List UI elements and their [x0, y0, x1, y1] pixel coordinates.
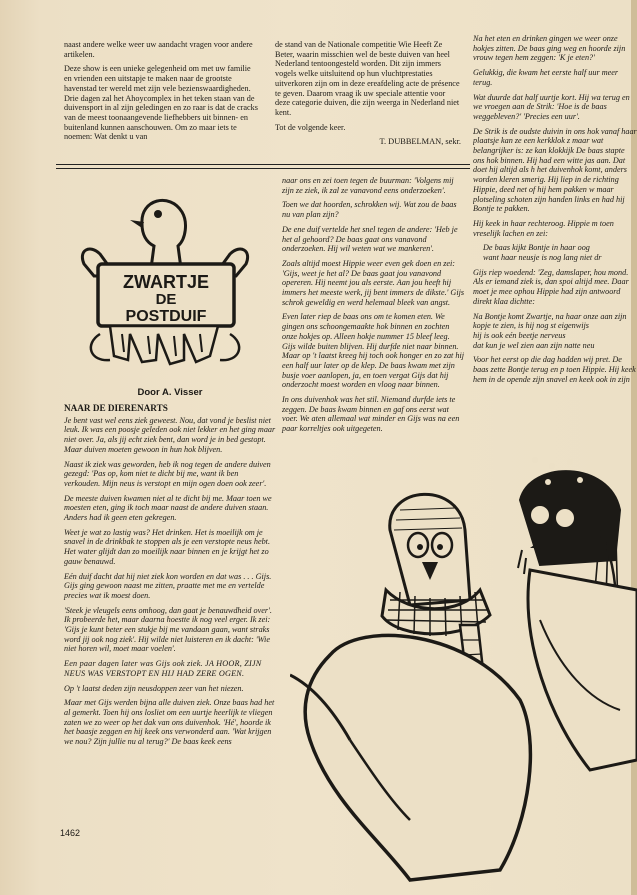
top-col2-para-2: Tot de volgende keer. [275, 122, 346, 132]
left-para-1: Je bent vast wel eens ziek geweest. Nou, dat vond je beslist niet leuk. Ik was een poosje geleden ook niet lekker en het ging maar niet over. Ja, als jij echt ziek bent, dan word je in bed gestopt. Maar duiven moeten gewoon in hun hok blijven. [64, 415, 276, 454]
signature-name: T. DUBBELMAN, [379, 137, 444, 147]
right-column [473, 34, 637, 390]
section-rule-bottom [56, 168, 470, 169]
top-column-2 [275, 40, 461, 147]
poem-2 [473, 312, 637, 351]
right-para-7: Voor het eerst op die dag hadden wij pret. De baas zette Bontje terug en p toen Hippie. Hij keek hem in de opende zijn snavel en keek ook in zijn [473, 355, 636, 384]
top-col2-para-1: de stand van de Nationale competitie Wie Heeft Ze Beter, waarin misschien wel de beste duiven van heel Nederland tentoongesteld worden. Dit zijn immers vogels welke uitsluitend op hun vluchtprestaties uitverkoren zijn om in deze ereafdeling acte de présence te geven. Daarom vraag ik uw speciale attentie voor deze categorie duiven, die zijn weerga in Nederland niet kent. [275, 40, 460, 117]
left-para-6: 'Steek je vleugels eens omhoog, dan gaat je benauwdheid over'. Ik probeerde het, maar daarna hoestte ik nog veel erger. Ik zei: 'Gijs je kunt beter een stukje bij me vandaan gaan, want straks word jij ook nog ziek'. Hij wilde niet luisteren en ik dacht: 'Wie niet horen wil, moet maar voelen'. [64, 605, 272, 654]
mid-para-4: Zoals altijd moest Hippie weer even gek doen en zei: 'Gijs, weet je het al? De baas gaat jou vanavond opereren. Hij neemt jou als eerste. Aan jou heeft hij immers het meeste werk, jij bent immers de dikste.' Gijs schrok geweldig en werd helemaal bleek van angst. [282, 258, 465, 307]
section-heading: NAAR DE DIERENARTS [64, 403, 168, 413]
mid-para-5: Even later riep de baas ons om te komen eten. We gingen ons schoongemaakte hok binnen en zochten onze hokjes op. Alleen hokje nummer 15 bleef leeg. Gijs wilde buiten blijven. Hij durfde niet naar binnen. Maar op 't laatst kreeg hij toch ook honger en zo zat hij een half uur later op de klep. De baas kwam met zijn busje voer aanlopen, ja, en toen vergat Gijs dat hij onderzocht moest worden en vloog naar binnen. [282, 312, 465, 390]
right-para-4: De Strik is de oudste duivin in ons hok vanaf haar plaatsje kan ze een kerkklok z maar wat belangrijker is: ze kan klokkijk De baas stapte ons hok binnen. Hij had een witte jas aan. Dat doet hij altijd als h het duivenhok komt, anders worden kleren smerig. Hij liep in de richting Hippie, deed net of hij hem pakken w maar plotseling schoten zijn handen links en had hij Bontje te pakken. [473, 126, 637, 214]
mid-para-6: In ons duivenhok was het stil. Niemand durfde iets te zeggen. De baas kwam binnen en gaf ons eerst wat voer. We aten allemaal wat minder en Gijs was na een paar korreltjes ook uitgegeten. [282, 395, 460, 434]
left-column [64, 404, 276, 752]
page-number: 1462 [60, 828, 81, 838]
poem-1 [483, 243, 637, 262]
top-column-1 [64, 40, 258, 147]
pigeon-cartoon-icon [290, 440, 637, 895]
logo-line-2: DE [155, 291, 177, 308]
left-para-3: De meeste duiven kwamen niet al te dicht bij me. Maar toen we moesten eten, ging ik toch maar naast de andere duiven staan. Anders had ik geen eten gekregen. [64, 493, 272, 523]
byline: Door A. Visser [137, 387, 203, 398]
left-para-9: Maar met Gijs werden bijna alle duiven ziek. Onze baas had het al gemerkt. Toen hij ons losliet om een uurtje heerlijk te vliegen zaten we zo weer op het dak van ons duivenhok. 'Hé', hoorde ik het baasje zeggen en hij keek ons verwonderd aan. 'Wat krijgen we nou? Zijn jullie nu al terug?' De baas keek eens [64, 698, 275, 747]
poem-2-line-2: hij is ook eén beetje nerveus [473, 330, 566, 340]
poem-2-line-1: Na Bontje komt Zwartje, na haar onze aan zijn kopje te zien, is hij nog st eigenwijs [473, 311, 627, 331]
middle-column [282, 176, 465, 439]
right-para-5: Hij keek in haar rechteroog. Hippie m toen vreselijk lachen en zei: [473, 218, 614, 238]
poem-1-line-2: want haar neusje is nog lang niet dr [483, 253, 602, 263]
signature-title: sekr. [445, 137, 461, 147]
mid-para-1: naar ons en zei toen tegen de buurman: 'Volgens mij zijn ze ziek, ik zal ze vanavond eens onderzoeken'. [282, 176, 454, 195]
left-para-5: Eén duif dacht dat hij niet ziek kon worden en dat was . . . Gijs. Gijs ging gewoon naast me zitten, praatte met me en vertelde precies wat ik moest doen. [64, 571, 272, 600]
poem-2-line-3: dat kun je wel zien aan zijn natte neu [473, 340, 595, 350]
right-para-1: Na het eten en drinken gingen we weer onze hokjes zitten. De baas ging weg en hoorde zijn vrouw tegen hem zeggen: 'K je eten?' [473, 34, 626, 63]
section-rule-top [56, 164, 470, 165]
logo-line-3: POSTDUIF [125, 308, 207, 325]
poem-1-line-1: De baas kijkt Bontje in haar oog [483, 243, 590, 253]
signature [275, 137, 461, 147]
left-para-2: Naast ik ziek was geworden, heb ik nog tegen de andere duiven gezegd: 'Pas op, kom niet te dicht bij me, want ik ben verkouden. Mijn neus is verstopt en mijn ogen doen ook zeer'. [64, 459, 271, 488]
zwartje-logo-icon [70, 184, 260, 379]
left-para-4: Weet je wat zo lastig was? Het drinken. Het is moeilijk om je snavel in de drinkbak te stoppen als je een verstopte neus hebt. Het water glijdt dan zo moeilijk naar binnen en je krijgt het zo gauw benauwd. [64, 527, 270, 566]
left-para-8: Op 't laatst deden zijn neusdoppen zeer van het niezen. [64, 683, 244, 693]
top-col1-para-1: naast andere welke weer uw aandacht vragen voor andere artikelen. [64, 40, 253, 59]
right-para-3: Wat duurde dat half uurtje kort. Hij wa terug en we vroegen aan de Strik: 'Hoe is de baas weggebleven?' 'Precies een uur'. [473, 92, 630, 121]
right-para-6: Gijs riep woedend: 'Zeg, damslaper, hou mond. Als er iemand ziek is, dan spoi altijd mee. Daar moet je mee ophou Hippie had zijn antwoord direkt klaa dichtte: [473, 267, 629, 306]
left-para-7: Een paar dagen later was Gijs ook ziek. JA HOOR, ZIJN NEUS WAS VERSTOPT EN HIJ HAD ZERE OGEN. [64, 659, 262, 678]
logo-line-1: ZWARTJE [122, 272, 210, 292]
mid-para-3: De ene duif vertelde het snel tegen de andere: 'Heb je het al gehoord? De baas gaat ons vanavond onderzoeken. Hij wil weten wat we mankeren'. [282, 224, 458, 254]
mid-para-2: Toen we dat hoorden, schrokken wij. Wat zou de baas nu van plan zijn? [282, 200, 457, 220]
top-col1-para-2: Deze show is een unieke gelegenheid om met uw familie en vrienden een uitstapje te maken naar de grootste havenstad ter wereld met zijn vele bezienswaardigheden. Drie dagen zal het Ahoycomplex in het teken staan van de duivensport in al zijn geledingen en zo raar is dat de cracks van de meest toonaangevende liefhebbers uit binnen- en buitenland kunnen aanschouwen. Om zo maar iets te noemen: Wat denkt u van [64, 64, 258, 142]
right-para-2: Gelukkig, die kwam het eerste half uur meer terug. [473, 68, 619, 87]
